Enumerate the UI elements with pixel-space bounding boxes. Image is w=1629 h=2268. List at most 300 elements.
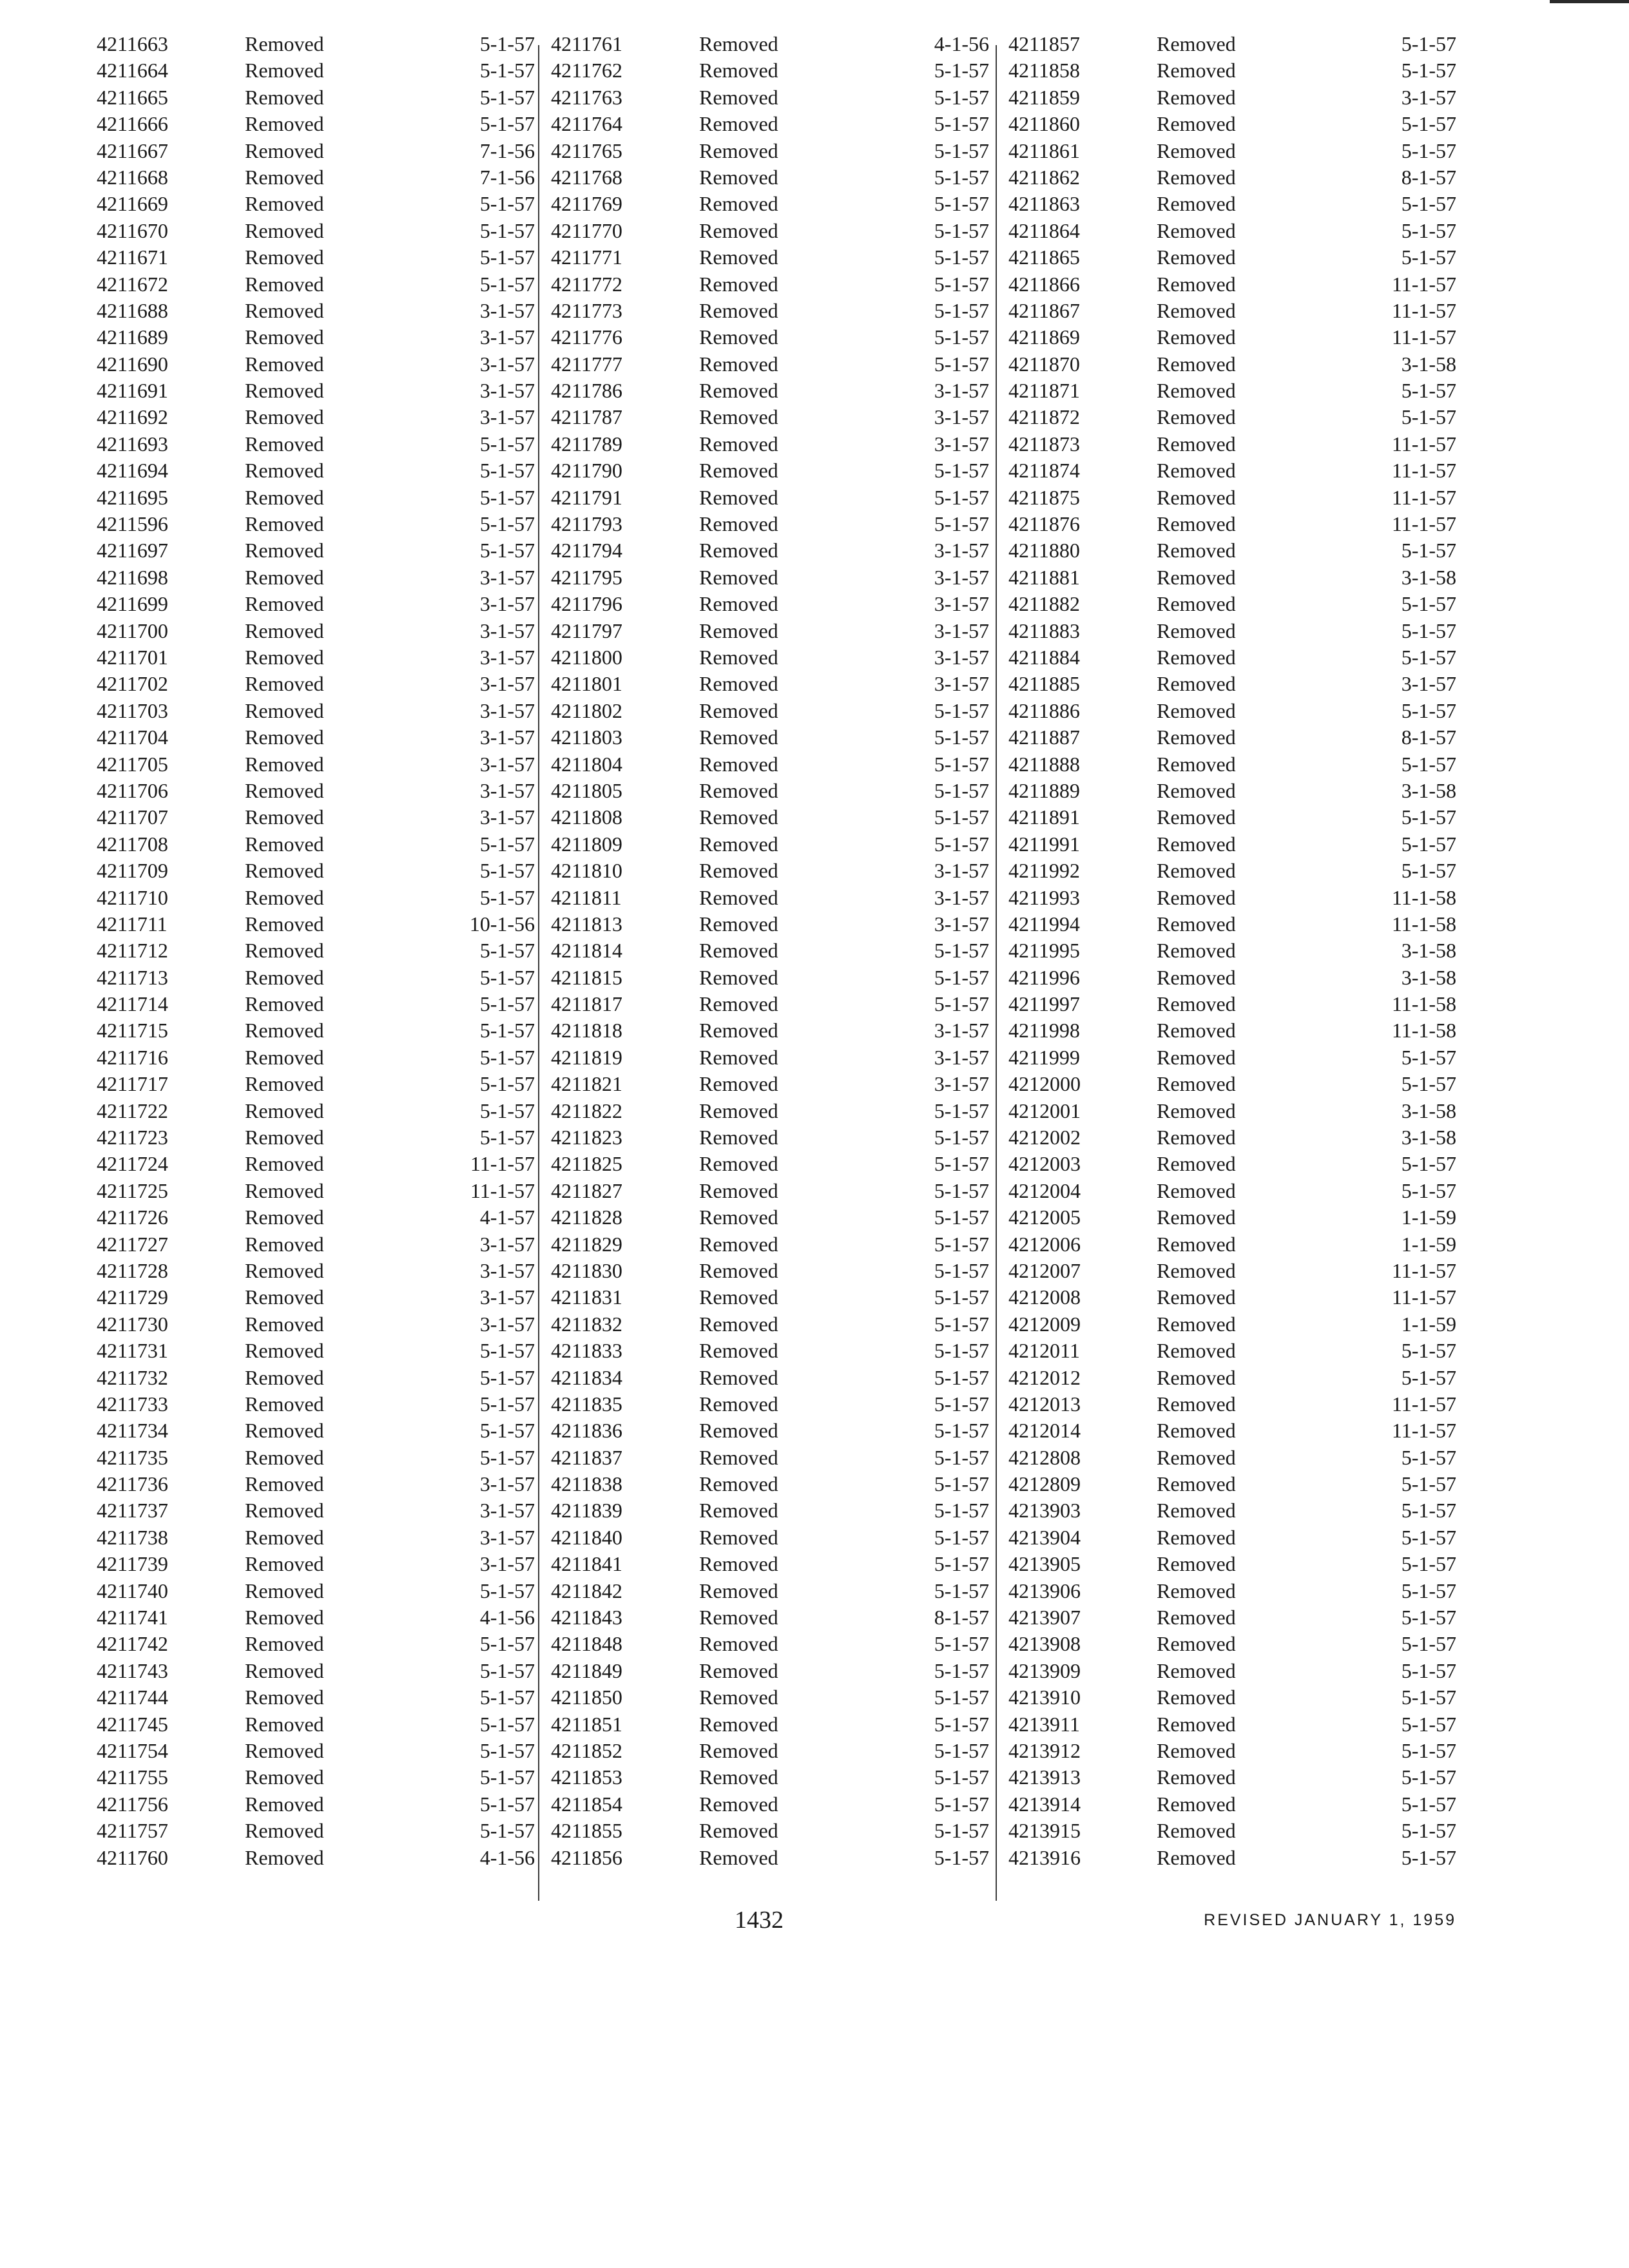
page-number: 1432 bbox=[735, 1907, 784, 1934]
status-text: Removed bbox=[699, 1525, 778, 1549]
list-item bbox=[551, 1044, 989, 1071]
effective-date: 5-1-57 bbox=[934, 112, 989, 136]
effective-date: 3-1-57 bbox=[934, 619, 989, 642]
list-item bbox=[1008, 965, 1456, 991]
part-number: 4211881 bbox=[1008, 565, 1080, 589]
effective-date: 5-1-57 bbox=[1401, 379, 1456, 403]
effective-date: 3-1-57 bbox=[479, 778, 535, 802]
list-item bbox=[1008, 191, 1456, 217]
list-item bbox=[1008, 218, 1456, 244]
part-number: 4211722 bbox=[97, 1099, 168, 1122]
part-number: 4212000 bbox=[1008, 1072, 1081, 1096]
status-text: Removed bbox=[699, 912, 778, 936]
effective-date: 3-1-57 bbox=[1401, 672, 1456, 696]
part-number: 4211738 bbox=[97, 1525, 168, 1549]
status-text: Removed bbox=[699, 1312, 778, 1336]
part-number: 4213903 bbox=[1008, 1499, 1081, 1523]
status-text: Removed bbox=[699, 1178, 778, 1202]
status-text: Removed bbox=[699, 1152, 778, 1176]
effective-date: 5-1-57 bbox=[934, 698, 989, 722]
list-item bbox=[551, 1311, 989, 1338]
part-number: 4211811 bbox=[551, 885, 622, 909]
list-item bbox=[551, 138, 989, 164]
effective-date: 5-1-57 bbox=[934, 1419, 989, 1443]
list-item bbox=[97, 885, 535, 911]
effective-date: 11-1-57 bbox=[1391, 1258, 1456, 1282]
status-text: Removed bbox=[1157, 32, 1236, 55]
status-text: Removed bbox=[1157, 885, 1236, 909]
list-item bbox=[97, 431, 535, 457]
status-text: Removed bbox=[699, 1472, 778, 1496]
effective-date: 3-1-57 bbox=[479, 805, 535, 829]
part-number: 4211832 bbox=[551, 1312, 622, 1336]
part-number: 4211883 bbox=[1008, 619, 1080, 642]
part-number: 4211710 bbox=[97, 885, 168, 909]
list-item bbox=[97, 1044, 535, 1071]
part-number: 4211891 bbox=[1008, 805, 1080, 829]
effective-date: 5-1-57 bbox=[934, 1686, 989, 1709]
part-number: 4211711 bbox=[97, 912, 168, 936]
effective-date: 1-1-59 bbox=[1401, 1232, 1456, 1256]
list-item bbox=[97, 778, 535, 804]
effective-date: 5-1-57 bbox=[479, 1739, 535, 1762]
list-item bbox=[1008, 57, 1456, 84]
status-text: Removed bbox=[245, 272, 324, 296]
part-number: 4211712 bbox=[97, 939, 168, 963]
list-item bbox=[97, 1818, 535, 1844]
effective-date: 8-1-57 bbox=[1401, 726, 1456, 749]
status-text: Removed bbox=[245, 165, 324, 189]
effective-date: 5-1-57 bbox=[934, 1632, 989, 1656]
status-text: Removed bbox=[699, 59, 778, 82]
list-item bbox=[97, 1471, 535, 1497]
part-number: 4213904 bbox=[1008, 1525, 1081, 1549]
status-text: Removed bbox=[699, 645, 778, 669]
list-item bbox=[97, 991, 535, 1017]
list-item bbox=[551, 271, 989, 298]
status-text: Removed bbox=[245, 325, 324, 349]
list-item bbox=[1008, 618, 1456, 644]
list-item bbox=[97, 1631, 535, 1657]
status-text: Removed bbox=[245, 379, 324, 403]
part-number: 4211726 bbox=[97, 1206, 168, 1229]
status-text: Removed bbox=[1157, 698, 1236, 722]
part-number: 4211874 bbox=[1008, 459, 1080, 483]
part-number: 4211801 bbox=[551, 672, 622, 696]
effective-date: 3-1-57 bbox=[479, 565, 535, 589]
part-number: 4211885 bbox=[1008, 672, 1080, 696]
part-number: 4211866 bbox=[1008, 272, 1080, 296]
effective-date: 5-1-57 bbox=[934, 939, 989, 963]
effective-date: 5-1-57 bbox=[1401, 1686, 1456, 1709]
status-text: Removed bbox=[1157, 1126, 1236, 1149]
effective-date: 5-1-57 bbox=[479, 1099, 535, 1122]
status-text: Removed bbox=[245, 1285, 324, 1309]
list-item bbox=[551, 1471, 989, 1497]
part-number: 4211841 bbox=[551, 1552, 622, 1576]
effective-date: 3-1-57 bbox=[479, 1472, 535, 1496]
effective-date: 5-1-57 bbox=[1401, 112, 1456, 136]
part-number: 4212003 bbox=[1008, 1152, 1081, 1176]
status-text: Removed bbox=[1157, 1552, 1236, 1576]
status-text: Removed bbox=[699, 1686, 778, 1709]
part-number: 4211789 bbox=[551, 432, 622, 456]
status-text: Removed bbox=[1157, 1019, 1236, 1043]
status-text: Removed bbox=[699, 112, 778, 136]
status-text: Removed bbox=[1157, 485, 1236, 509]
list-item bbox=[1008, 1044, 1456, 1071]
list-item bbox=[97, 1017, 535, 1044]
effective-date: 3-1-57 bbox=[934, 539, 989, 562]
part-number: 4211772 bbox=[551, 272, 622, 296]
part-number: 4211876 bbox=[1008, 512, 1080, 536]
status-text: Removed bbox=[699, 1045, 778, 1069]
status-text: Removed bbox=[699, 1258, 778, 1282]
status-text: Removed bbox=[245, 1525, 324, 1549]
effective-date: 5-1-57 bbox=[1401, 805, 1456, 829]
list-item bbox=[1008, 1124, 1456, 1151]
effective-date: 5-1-57 bbox=[934, 752, 989, 776]
list-item bbox=[1008, 1284, 1456, 1311]
part-number: 4211821 bbox=[551, 1072, 622, 1096]
effective-date: 5-1-57 bbox=[1401, 59, 1456, 82]
part-number: 4211888 bbox=[1008, 752, 1080, 776]
part-number: 4211728 bbox=[97, 1258, 168, 1282]
status-text: Removed bbox=[245, 85, 324, 109]
list-item bbox=[97, 378, 535, 404]
part-number: 4211702 bbox=[97, 672, 168, 696]
list-item bbox=[97, 1604, 535, 1631]
status-text: Removed bbox=[245, 1658, 324, 1682]
list-item bbox=[1008, 511, 1456, 537]
effective-date: 5-1-57 bbox=[934, 298, 989, 322]
column-divider bbox=[538, 45, 539, 1901]
effective-date: 5-1-57 bbox=[934, 1285, 989, 1309]
status-text: Removed bbox=[245, 1579, 324, 1602]
effective-date: 5-1-57 bbox=[479, 432, 535, 456]
status-text: Removed bbox=[699, 485, 778, 509]
status-text: Removed bbox=[245, 1099, 324, 1122]
part-number: 4211756 bbox=[97, 1792, 168, 1816]
status-text: Removed bbox=[1157, 245, 1236, 269]
part-number: 4211817 bbox=[551, 992, 622, 1016]
status-text: Removed bbox=[245, 1365, 324, 1389]
list-item bbox=[97, 831, 535, 858]
status-text: Removed bbox=[245, 539, 324, 562]
effective-date: 5-1-57 bbox=[479, 218, 535, 242]
part-number: 4211754 bbox=[97, 1739, 168, 1762]
status-text: Removed bbox=[1157, 1365, 1236, 1389]
effective-date: 5-1-57 bbox=[479, 992, 535, 1016]
list-item bbox=[1008, 858, 1456, 884]
status-text: Removed bbox=[245, 1152, 324, 1176]
effective-date: 10-1-56 bbox=[469, 912, 535, 936]
effective-date: 3-1-57 bbox=[934, 1019, 989, 1043]
part-number: 4211875 bbox=[1008, 485, 1080, 509]
list-item bbox=[97, 1071, 535, 1097]
part-number: 4211997 bbox=[1008, 992, 1080, 1016]
effective-date: 1-1-59 bbox=[1401, 1312, 1456, 1336]
list-item bbox=[1008, 1764, 1456, 1791]
part-number: 4212002 bbox=[1008, 1126, 1081, 1149]
list-item bbox=[551, 1604, 989, 1631]
list-item bbox=[551, 1684, 989, 1711]
status-text: Removed bbox=[245, 485, 324, 509]
list-item bbox=[551, 1631, 989, 1657]
effective-date: 5-1-57 bbox=[1401, 1525, 1456, 1549]
list-item bbox=[551, 1497, 989, 1524]
list-item bbox=[1008, 698, 1456, 724]
effective-date: 5-1-57 bbox=[479, 1819, 535, 1843]
part-number: 4211665 bbox=[97, 85, 168, 109]
list-item bbox=[97, 591, 535, 617]
list-item bbox=[1008, 84, 1456, 111]
part-number: 4211730 bbox=[97, 1312, 168, 1336]
status-text: Removed bbox=[699, 1099, 778, 1122]
status-text: Removed bbox=[699, 805, 778, 829]
effective-date: 5-1-57 bbox=[934, 1392, 989, 1416]
page-footer bbox=[97, 1901, 1456, 1939]
part-number: 4211839 bbox=[551, 1499, 622, 1523]
part-number: 4211703 bbox=[97, 698, 168, 722]
status-text: Removed bbox=[245, 1312, 324, 1336]
status-text: Removed bbox=[1157, 298, 1236, 322]
list-item bbox=[1008, 1845, 1456, 1871]
part-number: 4211827 bbox=[551, 1178, 622, 1202]
part-number: 4211889 bbox=[1008, 778, 1080, 802]
status-text: Removed bbox=[699, 85, 778, 109]
effective-date: 5-1-57 bbox=[1401, 1606, 1456, 1629]
part-number: 4211731 bbox=[97, 1339, 168, 1363]
list-item bbox=[97, 858, 535, 884]
list-item bbox=[97, 1845, 535, 1871]
effective-date: 5-1-57 bbox=[479, 1045, 535, 1069]
part-number: 4211800 bbox=[551, 645, 622, 669]
status-text: Removed bbox=[245, 592, 324, 616]
status-text: Removed bbox=[1157, 272, 1236, 296]
effective-date: 5-1-57 bbox=[479, 245, 535, 269]
list-item bbox=[551, 298, 989, 324]
part-number: 4211701 bbox=[97, 645, 168, 669]
effective-date: 5-1-57 bbox=[1401, 832, 1456, 856]
effective-date: 3-1-57 bbox=[479, 645, 535, 669]
part-number: 4211713 bbox=[97, 965, 168, 989]
status-text: Removed bbox=[1157, 1525, 1236, 1549]
effective-date: 5-1-57 bbox=[934, 1206, 989, 1229]
list-item bbox=[1008, 1738, 1456, 1764]
part-number: 4211705 bbox=[97, 752, 168, 776]
part-number: 4211715 bbox=[97, 1019, 168, 1043]
effective-date: 11-1-57 bbox=[1391, 1392, 1456, 1416]
list-item bbox=[1008, 1258, 1456, 1284]
effective-date: 5-1-57 bbox=[1401, 592, 1456, 616]
status-text: Removed bbox=[1157, 1232, 1236, 1256]
status-text: Removed bbox=[1157, 459, 1236, 483]
status-text: Removed bbox=[245, 1792, 324, 1816]
status-text: Removed bbox=[699, 1845, 778, 1869]
status-text: Removed bbox=[699, 459, 778, 483]
status-text: Removed bbox=[245, 805, 324, 829]
list-item bbox=[551, 724, 989, 751]
part-number: 4211740 bbox=[97, 1579, 168, 1602]
effective-date: 5-1-57 bbox=[1401, 1045, 1456, 1069]
effective-date: 5-1-57 bbox=[479, 832, 535, 856]
effective-date: 5-1-57 bbox=[1401, 645, 1456, 669]
part-number: 4211708 bbox=[97, 832, 168, 856]
list-item bbox=[97, 965, 535, 991]
effective-date: 3-1-57 bbox=[934, 592, 989, 616]
effective-date: 5-1-57 bbox=[934, 325, 989, 349]
list-item bbox=[551, 1178, 989, 1204]
status-text: Removed bbox=[245, 1552, 324, 1576]
list-item bbox=[1008, 1418, 1456, 1444]
list-item bbox=[551, 564, 989, 591]
status-text: Removed bbox=[699, 1419, 778, 1443]
effective-date: 11-1-57 bbox=[470, 1152, 535, 1176]
effective-date: 3-1-57 bbox=[479, 325, 535, 349]
effective-date: 5-1-57 bbox=[934, 1126, 989, 1149]
status-text: Removed bbox=[245, 32, 324, 55]
list-item bbox=[97, 671, 535, 697]
effective-date: 3-1-57 bbox=[934, 645, 989, 669]
status-text: Removed bbox=[699, 405, 778, 429]
list-item bbox=[551, 164, 989, 191]
part-number: 4211856 bbox=[551, 1845, 622, 1869]
part-number: 4211848 bbox=[551, 1632, 622, 1656]
effective-date: 5-1-57 bbox=[934, 1658, 989, 1682]
effective-date: 5-1-57 bbox=[934, 1472, 989, 1496]
list-item bbox=[97, 271, 535, 298]
effective-date: 11-1-57 bbox=[1391, 459, 1456, 483]
list-item bbox=[97, 1497, 535, 1524]
list-item bbox=[97, 1764, 535, 1791]
part-number: 4213913 bbox=[1008, 1765, 1081, 1789]
part-number: 4211797 bbox=[551, 619, 622, 642]
list-item bbox=[1008, 244, 1456, 271]
parts-listing bbox=[97, 31, 1456, 1899]
list-item bbox=[97, 298, 535, 324]
part-number: 4211727 bbox=[97, 1232, 168, 1256]
list-item bbox=[551, 965, 989, 991]
list-item bbox=[1008, 457, 1456, 484]
list-item bbox=[551, 937, 989, 964]
status-text: Removed bbox=[699, 965, 778, 989]
list-item bbox=[1008, 298, 1456, 324]
part-number: 4211795 bbox=[551, 565, 622, 589]
list-item bbox=[1008, 1604, 1456, 1631]
part-number: 4211773 bbox=[551, 298, 622, 322]
status-text: Removed bbox=[245, 1339, 324, 1363]
effective-date: 5-1-57 bbox=[934, 1099, 989, 1122]
effective-date: 5-1-57 bbox=[934, 1845, 989, 1869]
effective-date: 3-1-57 bbox=[934, 859, 989, 883]
status-text: Removed bbox=[1157, 379, 1236, 403]
status-text: Removed bbox=[245, 1178, 324, 1202]
list-item bbox=[1008, 1098, 1456, 1124]
part-number: 4212808 bbox=[1008, 1445, 1081, 1469]
status-text: Removed bbox=[699, 592, 778, 616]
list-item bbox=[1008, 1711, 1456, 1738]
effective-date: 5-1-57 bbox=[1401, 752, 1456, 776]
part-number: 4212004 bbox=[1008, 1178, 1081, 1202]
list-item bbox=[1008, 1365, 1456, 1391]
list-item bbox=[97, 1658, 535, 1684]
effective-date: 11-1-58 bbox=[1391, 1019, 1456, 1043]
list-item bbox=[97, 1684, 535, 1711]
effective-date: 5-1-57 bbox=[1401, 1365, 1456, 1389]
status-text: Removed bbox=[1157, 592, 1236, 616]
effective-date: 5-1-57 bbox=[1401, 1819, 1456, 1843]
part-number: 4211998 bbox=[1008, 1019, 1080, 1043]
part-number: 4212013 bbox=[1008, 1392, 1081, 1416]
part-number: 4211809 bbox=[551, 832, 622, 856]
part-number: 4211698 bbox=[97, 565, 168, 589]
status-text: Removed bbox=[245, 432, 324, 456]
list-item bbox=[551, 804, 989, 831]
list-item bbox=[551, 431, 989, 457]
status-text: Removed bbox=[1157, 1392, 1236, 1416]
status-text: Removed bbox=[245, 59, 324, 82]
list-item bbox=[97, 31, 535, 57]
list-item bbox=[97, 404, 535, 430]
part-number: 4213914 bbox=[1008, 1792, 1081, 1816]
part-number: 4211830 bbox=[551, 1258, 622, 1282]
effective-date: 5-1-57 bbox=[934, 726, 989, 749]
status-text: Removed bbox=[1157, 565, 1236, 589]
part-number: 4211880 bbox=[1008, 539, 1080, 562]
effective-date: 11-1-57 bbox=[470, 1178, 535, 1202]
effective-date: 5-1-57 bbox=[1401, 1472, 1456, 1496]
effective-date: 3-1-58 bbox=[1401, 352, 1456, 376]
part-number: 4213907 bbox=[1008, 1606, 1081, 1629]
effective-date: 5-1-57 bbox=[479, 859, 535, 883]
part-number: 4211690 bbox=[97, 352, 168, 376]
part-number: 4211734 bbox=[97, 1419, 168, 1443]
part-number: 4211873 bbox=[1008, 432, 1080, 456]
part-number: 4211804 bbox=[551, 752, 622, 776]
effective-date: 3-1-57 bbox=[934, 379, 989, 403]
list-item bbox=[1008, 1178, 1456, 1204]
part-number: 4211993 bbox=[1008, 885, 1080, 909]
part-number: 4211737 bbox=[97, 1499, 168, 1523]
status-text: Removed bbox=[1157, 1472, 1236, 1496]
list-item bbox=[1008, 671, 1456, 697]
part-number: 4211770 bbox=[551, 218, 622, 242]
status-text: Removed bbox=[1157, 1339, 1236, 1363]
effective-date: 3-1-57 bbox=[934, 912, 989, 936]
part-number: 4211857 bbox=[1008, 32, 1080, 55]
effective-date: 5-1-57 bbox=[934, 139, 989, 162]
list-item bbox=[1008, 937, 1456, 964]
part-number: 4211855 bbox=[551, 1819, 622, 1843]
status-text: Removed bbox=[699, 325, 778, 349]
part-number: 4211765 bbox=[551, 139, 622, 162]
status-text: Removed bbox=[699, 672, 778, 696]
part-number: 4211786 bbox=[551, 379, 622, 403]
part-number: 4211699 bbox=[97, 592, 168, 616]
effective-date: 5-1-57 bbox=[934, 1499, 989, 1523]
list-item bbox=[551, 244, 989, 271]
part-number: 4211769 bbox=[551, 192, 622, 216]
list-item bbox=[1008, 164, 1456, 191]
effective-date: 3-1-57 bbox=[479, 1552, 535, 1576]
status-text: Removed bbox=[1157, 1632, 1236, 1656]
list-item bbox=[551, 1791, 989, 1818]
effective-date: 8-1-57 bbox=[934, 1606, 989, 1629]
status-text: Removed bbox=[699, 245, 778, 269]
part-number: 4211994 bbox=[1008, 912, 1080, 936]
part-number: 4211869 bbox=[1008, 325, 1080, 349]
